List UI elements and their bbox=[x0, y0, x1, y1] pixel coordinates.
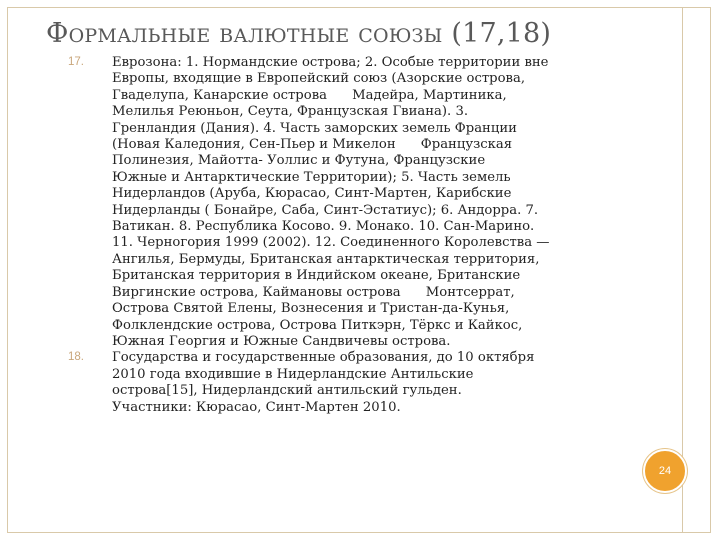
text-line: Острова Святой Елены, Вознесения и Тристан-да-Кунья, bbox=[112, 301, 510, 317]
numbered-list bbox=[68, 55, 628, 416]
list-item-number: 17. bbox=[68, 56, 84, 68]
text-line: Участники: Кюрасао, Синт-Мартен 2010. bbox=[112, 399, 401, 415]
text-line: Ватикан. 8. Республика Косово. 9. Монако. 10. Сан-Марино. bbox=[112, 219, 535, 235]
list-item-text bbox=[112, 55, 628, 350]
text-line: 2010 года входившие в Нидерландские Антильские bbox=[112, 366, 474, 382]
text-line: Мелилья Реюньон, Сеута, Французская Гвиана). 3. bbox=[112, 104, 469, 120]
page-number: 24 bbox=[658, 465, 672, 477]
text-line: Фолклендские острова, Острова Питкэрн, Тёркс и Кайкос, bbox=[112, 317, 523, 333]
slide-title: Формальные валютные союзы (17,18) bbox=[46, 18, 552, 49]
text-line: острова[15], Нидерландский антильский гульден. bbox=[112, 383, 462, 399]
text-line: Государства и государственные образования, до 10 октября bbox=[112, 350, 535, 366]
text-line: Нидерландов (Аруба, Кюрасао, Синт-Мартен, Карибские bbox=[112, 186, 512, 202]
text-line: (Новая Каледония, Сен-Пьер и Микелон Французская bbox=[112, 137, 513, 153]
text-line: Гваделупа, Канарские острова Мадейра, Мартиника, bbox=[112, 87, 507, 103]
text-line: Южная Георгия и Южные Сандвичевы острова. bbox=[112, 333, 451, 349]
text-line: Южные и Антарктические Территории); 5. Часть земель bbox=[112, 169, 511, 185]
page-number-badge bbox=[643, 449, 687, 493]
text-line: Еврозона: 1. Нормандские острова; 2. Особые территории вне bbox=[112, 55, 549, 70]
text-line: Ангилья, Бермуды, Британская антарктическая территория, bbox=[112, 251, 540, 267]
text-line: Британская территория в Индийском океане, Британские bbox=[112, 268, 521, 284]
text-line: Гренландия (Дания). 4. Часть заморских земель Франции bbox=[112, 120, 517, 136]
slide-right-rule bbox=[682, 7, 683, 533]
list-item-17 bbox=[68, 55, 628, 350]
text-line: Виргинские острова, Каймановы острова Монтсеррат, bbox=[112, 284, 515, 300]
text-line: Европы, входящие в Европейский союз (Азорские острова, bbox=[112, 71, 526, 87]
list-item-text bbox=[112, 350, 628, 416]
list-item-18 bbox=[68, 350, 628, 416]
text-line: Полинезия, Майотта- Уоллис и Футуна, Французские bbox=[112, 153, 486, 169]
text-line: Нидерланды ( Бонайре, Саба, Синт-Эстатиус); 6. Андорра. 7. bbox=[112, 202, 539, 218]
list-item-number: 18. bbox=[68, 351, 84, 364]
text-line: 11. Черногория 1999 (2002). 12. Соединенного Королевства — bbox=[112, 235, 550, 251]
